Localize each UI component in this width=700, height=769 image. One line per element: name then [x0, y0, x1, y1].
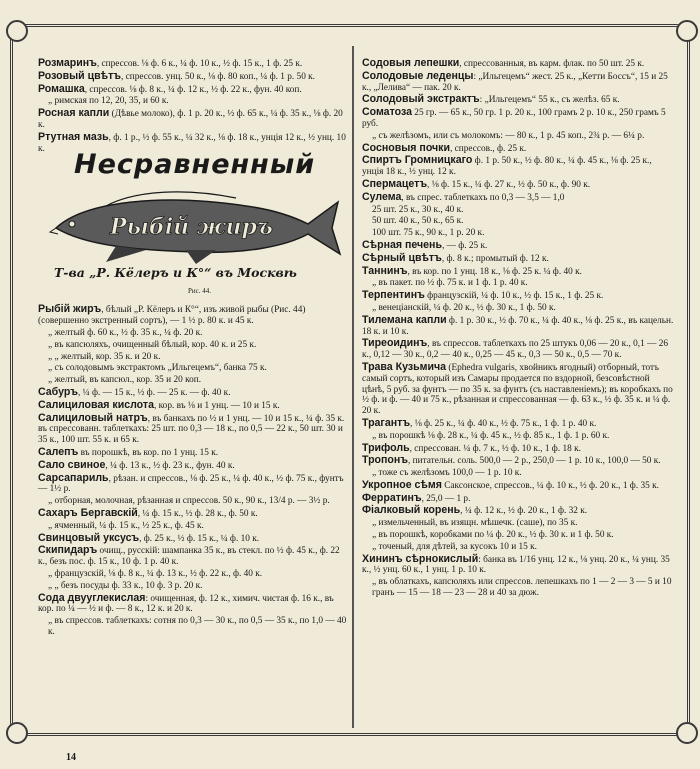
figure-caption: Рис. 44.	[188, 287, 211, 296]
price-entry	[38, 533, 350, 545]
product-name: Солодовые леденцы	[362, 69, 474, 82]
product-name: Трифоль	[362, 441, 410, 454]
price-entry	[362, 418, 674, 430]
price-entry	[362, 505, 674, 517]
border-corner-ornament	[676, 20, 698, 42]
product-details: : очищенная, ф. 12 к., химич. чистая ф. 16 к., въ кор. по ¼ — ½ и ф. — 8 к., 12 к. и 20 к.	[38, 593, 334, 615]
product-name: Скипидаръ	[38, 544, 98, 557]
subentry-text: „ въ спрессов. таблеткахъ: сотня по 0,3 — 30 к., по 0,5 — 35 к., по 1,0 — 40 к.	[48, 616, 347, 637]
price-entry	[362, 107, 674, 130]
price-entry	[38, 460, 350, 472]
product-details: , ⅛ ф. 15 к., ¼ ф. 27 к., ½ ф. 50 к., ф. 90 к.	[427, 179, 591, 190]
product-details: , спрессов., ф. 25 к.	[450, 143, 527, 154]
subentry-text: „ „ безъ посуды ф. 33 к., 10 ф. 3 р. 20 к.	[48, 580, 203, 591]
product-name: Хининъ сѣрнокислый	[362, 552, 479, 565]
price-subentry	[38, 581, 350, 592]
price-entry	[38, 413, 350, 446]
price-entry	[362, 455, 674, 467]
price-subentry	[38, 521, 350, 532]
price-subentry	[38, 328, 350, 339]
product-details: , въ спрессов. таблеткахъ по 25 штукъ 0,06 — 20 к., 0,1 — 26 к., 0,12 — 30 к., 0,2 — 40 к., 0,25 — 45 к., 0,3 — 50 к., 0,5 — 70 к.	[362, 339, 668, 361]
price-entry	[362, 240, 674, 252]
page-number: 14	[66, 752, 76, 763]
product-name: Сало свиное	[38, 458, 106, 471]
product-name: Сарсапариль	[38, 471, 109, 484]
price-entry	[38, 71, 350, 83]
price-entry	[362, 179, 674, 191]
product-name: Свинцовый уксусъ	[38, 531, 140, 544]
right-column	[362, 58, 674, 600]
subentry-text: „ въ порошкѣ ⅛ ф. 28 к., ¼ ф. 45 к., ½ ф. 85 к., 1 ф. 1 р. 60 к.	[372, 430, 610, 441]
product-details: , — ф. 25 к.	[441, 240, 488, 251]
subentry-text: „ римская по 12, 20, 35, и 60 к.	[48, 96, 169, 107]
price-entry	[362, 315, 674, 338]
price-entry	[38, 473, 350, 496]
subentry-text: „ съ желѣзомъ, или съ молокомъ: — 80 к., 1 р. 45 коп., 2¾ р. — 6¼ р.	[372, 130, 645, 141]
product-details: , кор. въ ⅛ и 1 унц. — 10 и 15 к.	[153, 400, 280, 411]
product-details: , ⅛ ф. 25 к., ¼ ф. 40 к., ½ ф. 75 к., 1 ф. 1 р. 40 к.	[410, 418, 597, 429]
price-subentry	[362, 216, 674, 227]
subentry-text: „ точеный, для дѣтей, за кусокъ 10 и 15 к.	[372, 541, 537, 552]
price-entry	[362, 493, 674, 505]
price-subentry	[362, 205, 674, 216]
subentry-text: „ съ солодовымъ экстрактомъ „Ильгецемъ“, банка 75 к.	[48, 363, 267, 374]
product-details: очищ., русскій: шампанка 35 к., въ стекл. по ½ ф. 45 к., ф. 22 к., безъ пос. ф. 15 к., 10 ф. 1 р. 40 к.	[38, 546, 340, 568]
product-details: : банка въ 1/16 унц. 12 к., ⅛ унц. 20 к., ¼ унц. 35 к., ½ унц. 60 к., 1 унц. 1 р. 10 к.	[362, 554, 670, 576]
subentry-text: „ желтый ф. 60 к., ½ ф. 35 к., ¼ ф. 20 к.	[48, 327, 203, 338]
subentry-text: „ венеціанскій, ¼ ф. 20 к., ½ ф. 30 к., 1 ф. 50 к.	[372, 302, 556, 313]
product-details: (Дѣвье молоко), ф. 1 р. 20 к., ½ ф. 65 к., ¼ ф. 35 к., ⅛ ф. 20 к.	[38, 109, 343, 130]
price-entry	[362, 554, 674, 577]
product-details: , спрессован. ¼ ф. 7 к., ½ ф. 10 к., 1 ф. 18 к.	[409, 443, 581, 454]
product-name: Розовый цвѣтъ	[38, 69, 122, 82]
product-details: , ф. 1 р., ½ ф. 55 к., ¼ 32 к., ⅛ ф. 18 к., унція 12 к., ½ унц. 10 к.	[38, 132, 346, 154]
price-subentry	[38, 375, 350, 386]
product-name: Спермацетъ	[362, 177, 428, 190]
product-name: Сахаръ Бергавскій	[38, 506, 138, 519]
subentry-text: „ „ желтый, кор. 35 к. и 20 к.	[48, 351, 161, 362]
product-details: , въ банкахъ по ½ и 1 унц. — 10 и 15 к., ¼ ф. 35 к. въ спрессованн. таблеткахъ: 25 шт. по 0,3 — 18 к., по 0,5 — 22 к., 50 шт. 30 и 35 к., 100 шт. 55 к. и 65 к.	[38, 413, 345, 446]
subentry-text: 25 шт. 25 к., 30 к., 40 к.	[372, 204, 464, 215]
price-subentry	[362, 542, 674, 553]
price-entry	[38, 108, 350, 131]
subentry-text: „ въ капсюляхъ, очищенный бѣлый, кор. 40 к. и 25 к.	[48, 339, 257, 350]
price-entry	[362, 290, 674, 302]
product-name: Ртутная мазь	[38, 130, 109, 143]
price-entry	[362, 362, 674, 417]
product-details: , ¼ ф. — 15 к., ½ ф. — 25 к. — ф. 40 к.	[78, 387, 231, 398]
price-subentry	[38, 352, 350, 363]
product-name: Трагантъ	[362, 416, 411, 429]
product-name: Фіалковый корень	[362, 504, 461, 517]
price-subentry	[362, 518, 674, 529]
product-details: ф. 1 р. 30 к., ½ ф. 70 к., ¼ ф. 40 к., ⅛ ф. 25 к., въ кацельн. 18 к. и 10 к.	[362, 315, 674, 337]
product-name: Ромашка	[38, 82, 85, 95]
price-entry	[362, 192, 674, 204]
product-details: , ¼ ф. 13 к., ½ ф. 23 к., фун. 40 к.	[105, 460, 235, 471]
product-details: , ¼ ф. 12 к., ½ ф. 20 к., 1 ф. 32 к.	[460, 506, 588, 517]
product-name: Сулема	[362, 190, 402, 203]
price-entry	[38, 545, 350, 568]
border-corner-ornament	[676, 722, 698, 744]
price-entry	[362, 143, 674, 155]
product-details: , ф. 25 к., ½ ф. 15 к., ¼ ф. 10 к.	[139, 533, 260, 544]
product-details: (Ephedra vulgaris, хвойникъ ягодный) отборный, тотъ самый сортъ, который изъ Самары продается по вздорной, безсовѣстной цѣнѣ, 5 руб. за фунтъ — по 35 к. за фунтъ (съ наставленіемъ); въ коробкахъ по ½ ф. и ф. — 40 и 75 к., рѣзанная и спрессованная — ф. 63 к., ½ ф. 35 к. и ¼ ф. 20 к.	[362, 362, 673, 417]
price-subentry	[362, 468, 674, 479]
product-name: Салепъ	[38, 445, 79, 458]
price-entry	[362, 266, 674, 278]
product-details: 25 гр. — 65 к., 50 гр. 1 р. 20 к., 100 грамъ 2 р. 10 к., 250 грамъ 5 руб.	[362, 108, 666, 129]
product-name: Сода двууглекислая	[38, 591, 146, 604]
product-details: , спрессов. унц. 50 к., ⅛ ф. 80 коп., ¼ ф. 1 р. 50 к.	[121, 71, 316, 82]
product-details: , 25,0 — 1 р.	[421, 493, 471, 504]
price-entry	[38, 304, 350, 327]
price-entry	[38, 593, 350, 616]
price-subentry	[38, 616, 350, 638]
product-name: Рыбій жиръ	[38, 303, 102, 316]
fish-oil-advertisement	[38, 149, 350, 298]
product-name: Розмаринъ	[38, 57, 97, 69]
product-name: Соматоза	[362, 106, 412, 119]
product-details: Саксонское, спрессов., ¼ ф. 10 к., ½ ф. 20 к., 1 ф. 35 к.	[441, 480, 659, 491]
product-details: , питательн. соль. 500,0 — 2 р., 250,0 — 1 р. 10 к., 100,0 — 50 к.	[408, 456, 661, 467]
price-subentry	[362, 278, 674, 289]
product-name: Росная капли	[38, 107, 110, 120]
product-details: , ф. 8 к.; промытый ф. 12 к.	[441, 253, 549, 264]
subentry-text: „ желтый, въ капсюл., кор. 35 и 20 коп.	[48, 375, 202, 386]
price-entry	[38, 400, 350, 412]
fish-eye	[69, 221, 75, 227]
product-name: Салициловая кислота	[38, 398, 154, 411]
product-name: Сабуръ	[38, 385, 79, 398]
product-name: Сѣрный цвѣтъ	[362, 251, 442, 264]
price-entry	[38, 508, 350, 520]
price-subentry	[362, 530, 674, 541]
subentry-text: 50 шт. 40 к., 50 к., 65 к.	[372, 216, 464, 227]
product-details: , въ спрес. таблеткахъ по 0,3 — 3,5 — 1,0	[401, 192, 565, 203]
price-subentry	[362, 131, 674, 142]
subentry-text: „ въ порошкѣ, коробками по ¼ ф. 20 к., ½ ф. 30 к. и 1 ф. 50 к.	[372, 530, 614, 541]
product-name: Тропонъ	[362, 454, 409, 467]
product-name: Солодовый экстрактъ	[362, 93, 480, 106]
product-details: въ порошкѣ, въ кор. по 1 унц. 15 к.	[78, 447, 219, 458]
ad-title: Несравненный	[74, 149, 316, 181]
subentry-text: „ ячменный, ¼ ф. 15 к., ½ 25 к., ф. 45 к.	[48, 520, 204, 531]
price-subentry	[362, 303, 674, 314]
product-name: Сѣрная печень	[362, 238, 442, 251]
product-details: , спрессов. ⅛ ф. 6 к., ¼ ф. 10 к., ½ ф. 15 к., 1 ф. 25 к.	[96, 59, 303, 69]
product-details: , ¼ ф. 15 к., ½ ф. 28 к., ф. 50 к.	[137, 508, 258, 519]
price-entry	[38, 387, 350, 399]
price-subentry	[362, 228, 674, 239]
product-details: французскій, ¼ ф. 10 к., ½ ф. 15 к., 1 ф. 25 к.	[424, 291, 604, 302]
product-details: , рѣзан. и спрессов., ⅛ ф. 25 к., ¼ ф. 40 к., ½ ф. 75 к., фунтъ — 1½ р.	[38, 473, 344, 495]
price-entry	[362, 480, 674, 492]
subentry-text: „ въ облаткахъ, капсюляхъ или спрессов. лепешкахъ по 1 — 2 — 3 — 5 и 10 гранъ — 15 — 18 — 23 — 28 и 40 за дюж.	[372, 577, 672, 599]
fish-label: Рыбій жиръ	[110, 214, 273, 241]
price-subentry	[362, 577, 674, 599]
price-entry	[38, 84, 350, 96]
product-details: , спрессованныя, въ карм. флак. по 50 шт. 25 к.	[459, 59, 645, 69]
product-name: Содовыя лепешки	[362, 57, 460, 69]
product-name: Тилемана капли	[362, 313, 447, 326]
price-subentry	[38, 569, 350, 580]
price-subentry	[38, 96, 350, 107]
left-column	[38, 58, 350, 639]
subentry-text: „ отборная, молочная, рѣзанная и спрессов. 50 к., 90 к., 13/4 р. — 3½ р.	[48, 496, 330, 507]
subentry-text: „ французскій, ⅛ ф. 8 к., ¼ ф. 13 к., ½ ф. 22 к., ф. 40 к.	[48, 568, 263, 579]
price-subentry	[362, 431, 674, 442]
price-entry	[362, 94, 674, 106]
price-entry	[362, 155, 674, 178]
price-entry	[38, 447, 350, 459]
border-corner-ornament	[6, 20, 28, 42]
subentry-text: „ въ пакет. по ½ ф. 75 к. и 1 ф. 1 р. 40 к.	[372, 278, 528, 289]
ad-firm-name: Т-ва „Р. Кёлеръ и К°“ въ Москвѣ	[54, 265, 297, 281]
product-details: : „Ильгецемъ“ жест. 25 к., „Кетти Боссъ“, 15 и 25 к., „Лелива“ — пак. 20 к.	[362, 71, 668, 93]
price-entry	[362, 338, 674, 361]
product-name: Тиреоидинъ	[362, 337, 428, 350]
column-divider	[352, 46, 354, 728]
price-subentry	[38, 363, 350, 374]
price-entry	[362, 443, 674, 455]
product-name: Укропное сѣмя	[362, 478, 442, 491]
price-subentry	[38, 496, 350, 507]
subentry-text: 100 шт. 75 к., 90 к., 1 р. 20 к.	[372, 228, 485, 239]
product-name: Таннинъ	[362, 264, 408, 277]
product-name: Терпентинъ	[362, 289, 425, 302]
price-entry	[362, 253, 674, 265]
price-entry	[38, 58, 350, 70]
product-name: Ферратинъ	[362, 491, 422, 504]
fish-illustration	[46, 188, 346, 264]
subentry-text: „ тоже съ желѣзомъ 100,0 — 1 р. 10 к.	[372, 468, 522, 479]
product-details: ф. 1 р. 50 к., ½ ф. 80 к., ¼ ф. 45 к., ⅛ ф. 25 к., унція 18 к., ½ унц. 12 к.	[362, 156, 652, 178]
product-name: Салициловый натръ	[38, 411, 148, 424]
product-details: , бѣлый „Р. Кёлеръ и К°“, изъ живой рыбы (Рис. 44) (совершенно экстренный сортъ), — 1 ½ р. 80 к. и 45 к.	[38, 305, 306, 327]
product-details: , въ кор. по 1 унц. 18 к., ⅛ ф. 25 к. ¼ ф. 40 к.	[407, 266, 582, 277]
product-name: Сосновыя почки	[362, 141, 450, 154]
product-name: Спиртъ Громницкаго	[362, 154, 473, 167]
product-details: , спрессов. ⅛ ф. 8 к., ¼ ф. 12 к., ½ ф. 22 к., фун. 40 коп.	[84, 84, 302, 95]
border-corner-ornament	[6, 722, 28, 744]
price-subentry	[38, 340, 350, 351]
product-details: : „Ильгецемъ“ 55 к., съ желѣз. 65 к.	[479, 95, 620, 106]
price-entry	[362, 71, 674, 94]
subentry-text: „ измельченный, въ изящн. мѣшечк. (саше), по 35 к.	[372, 518, 578, 529]
price-entry	[362, 58, 674, 70]
product-name: Трава Кузьмича	[362, 360, 447, 373]
